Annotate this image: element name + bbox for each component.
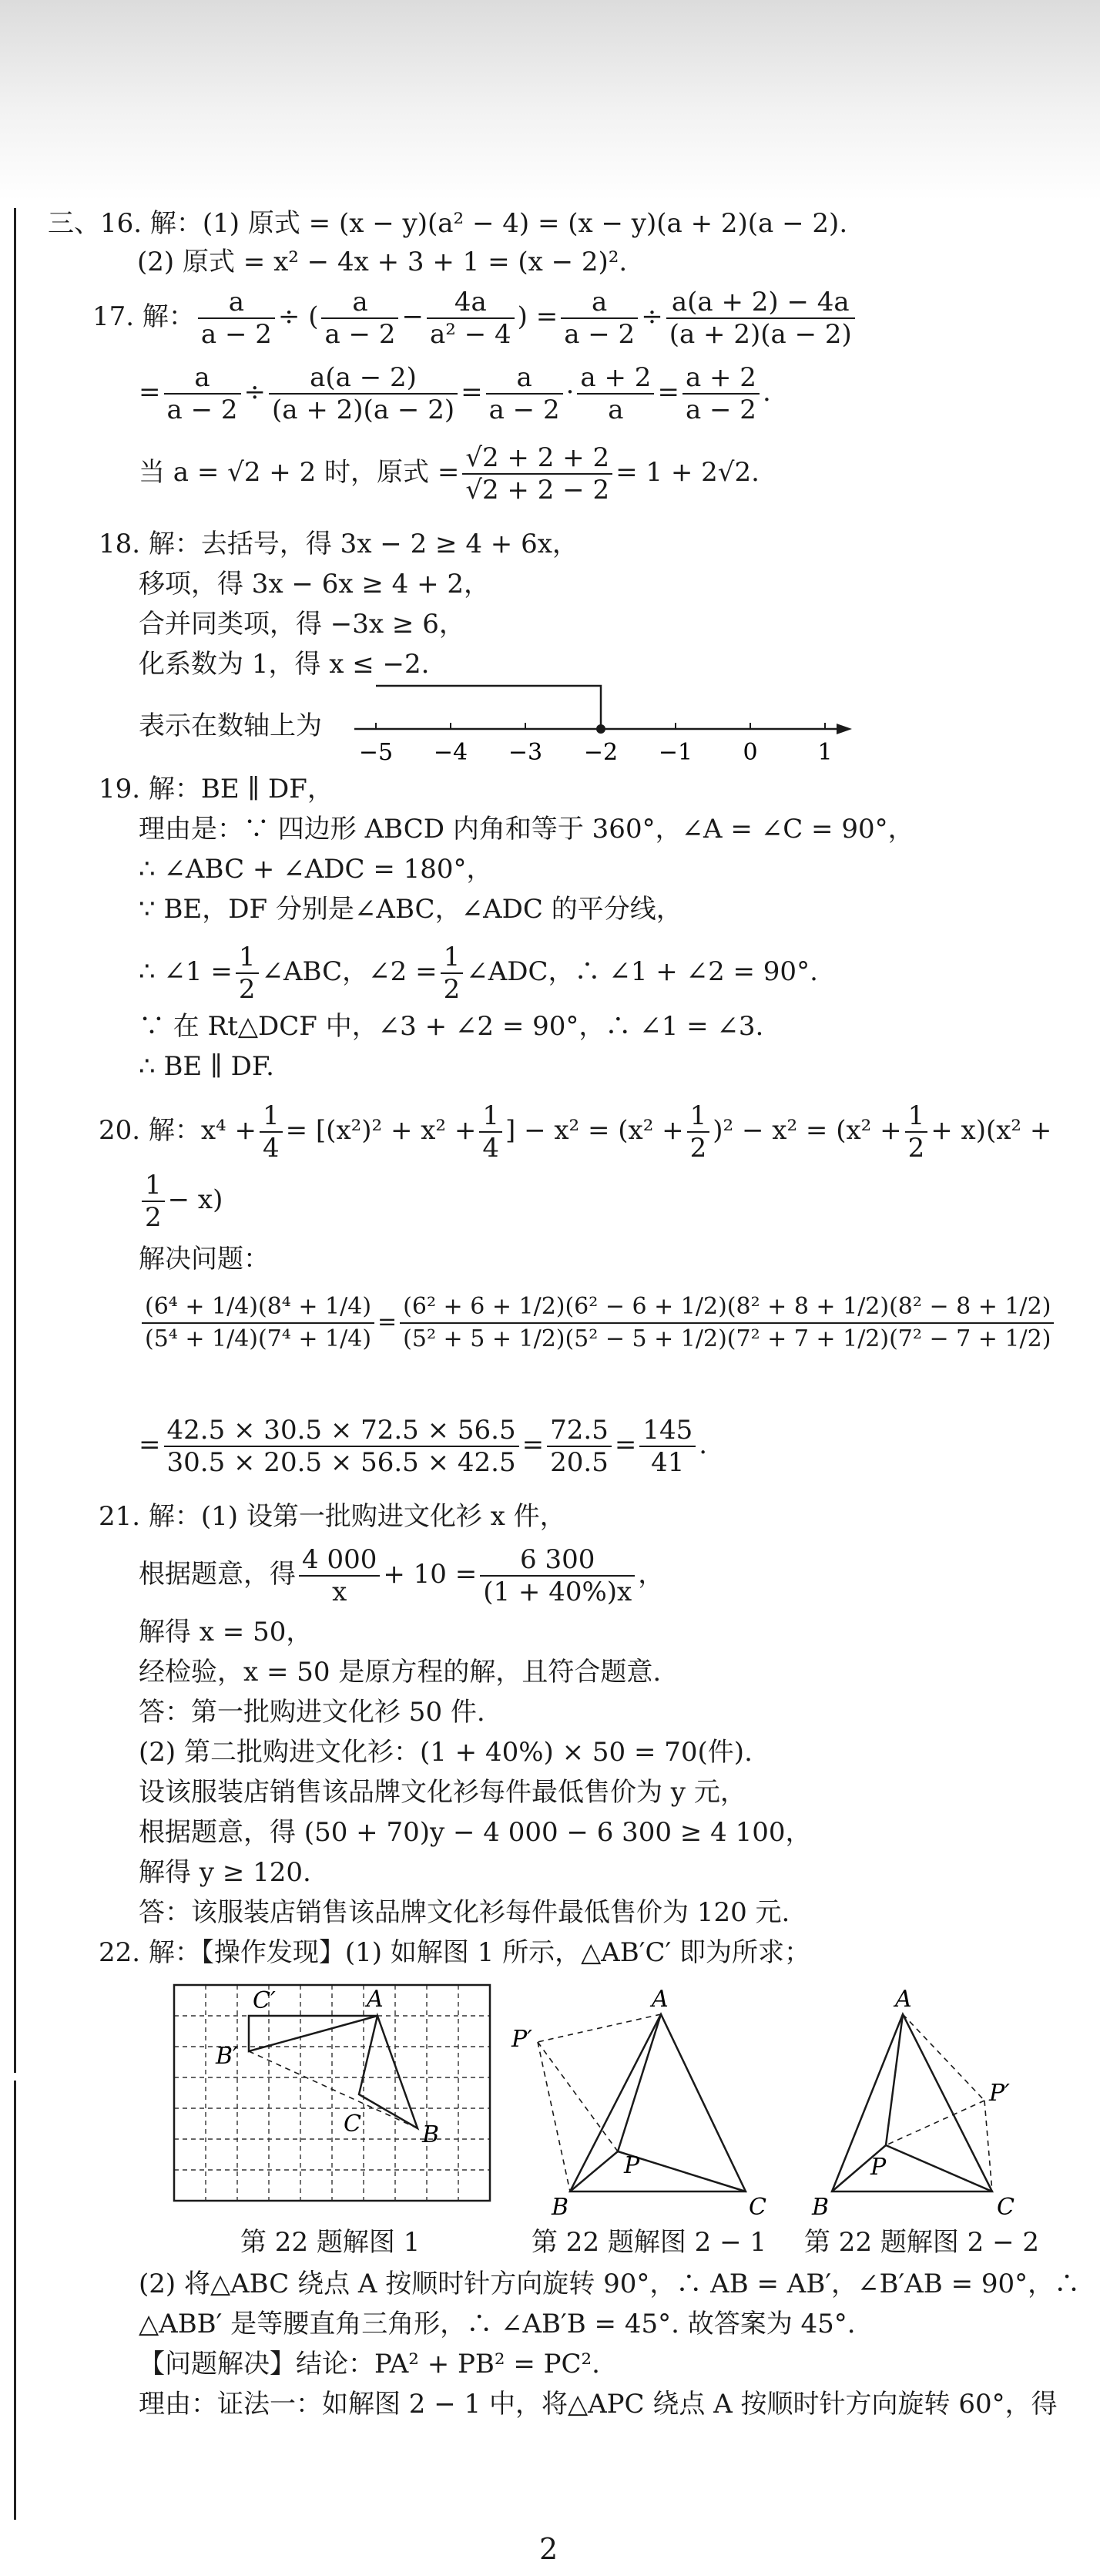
fraction — [666, 287, 855, 350]
denominator: 2 — [145, 1202, 162, 1233]
text: ∠ABC，∠2 = — [261, 956, 438, 987]
q21-line10: 答：该服装店销售该品牌文化衫每件最低售价为 120 元. — [139, 1897, 790, 1928]
numerator: a — [164, 362, 241, 395]
operator: ) = — [517, 301, 558, 332]
q16-line1: 三、16. 解：(1) 原式 = (x − y)(a² − 4) = (x − y)(a + 2)(a − 2). — [48, 208, 848, 239]
numerator: a + 2 — [682, 362, 760, 395]
fraction — [682, 362, 760, 425]
q20-line4 — [139, 1291, 1057, 1355]
tick-label: −5 — [358, 739, 394, 766]
label-A: A — [367, 1986, 384, 2013]
fraction — [164, 1415, 519, 1478]
figure-2-2-caption: 第 22 题解图 2 − 2 — [804, 2227, 1040, 2258]
numerator: a — [198, 287, 275, 319]
q19-line3: ∴ ∠ABC + ∠ADC = 180°， — [139, 854, 493, 885]
numerator: (6⁴ + 1/4)(8⁴ + 1/4) — [142, 1291, 374, 1324]
q18-line1: 18. 解：去括号，得 3x − 2 ≥ 4 + 6x， — [99, 529, 579, 559]
denominator: 2 — [907, 1133, 925, 1164]
q18-line5: 表示在数轴上为 — [139, 710, 322, 741]
grid-border — [174, 1985, 490, 2201]
text: ∴ ∠1 = — [139, 956, 233, 987]
denominator: 2 — [689, 1133, 707, 1164]
fraction — [639, 1415, 696, 1478]
fraction — [321, 287, 398, 350]
fraction — [427, 287, 515, 350]
tick-label: −3 — [508, 739, 543, 766]
solution-ray — [376, 686, 601, 729]
text: = [(x²)² + x² + — [285, 1115, 477, 1146]
q18-line2: 移项，得 3x − 6x ≥ 4 + 2， — [139, 569, 490, 599]
triangle-ABC — [832, 2014, 992, 2191]
figure-2-2 — [801, 1977, 1078, 2224]
tick-label: −2 — [583, 739, 619, 766]
q21-line3: 解得 x = 50， — [139, 1617, 313, 1647]
segment-AP-prime — [903, 2014, 984, 2101]
triangle-ABC — [359, 2016, 418, 2128]
numerator: 4 000 — [299, 1544, 380, 1577]
denominator: a² − 4 — [429, 319, 511, 350]
fraction — [905, 1100, 928, 1164]
q20-line5 — [139, 1415, 707, 1478]
operator: = — [377, 1308, 397, 1335]
q19-line1: 19. 解：BE ∥ DF， — [99, 774, 334, 804]
q21-line7: 设该服装店销售该品牌文化衫每件最低售价为 y 元， — [139, 1777, 746, 1808]
q22-line2: (2) 将△ABC 绕点 A 按顺时针方向旋转 90°，∴ AB = AB′，∠B′AB = 90°，∴ — [139, 2269, 1081, 2299]
segment-P-prime-B — [538, 2042, 570, 2191]
q19-line4: ∵ BE，DF 分别是∠ABC，∠ADC 的平分线， — [139, 894, 682, 925]
numerator: 72.5 — [547, 1415, 612, 1447]
q19-line6: ∵ 在 Rt△DCF 中，∠3 + ∠2 = 90°，∴ ∠1 = ∠3. — [139, 1011, 764, 1042]
segment-P-prime-P — [886, 2101, 984, 2145]
denominator: a − 2 — [564, 319, 636, 350]
fraction — [142, 1170, 165, 1233]
q21-line4: 经检验，x = 50 是原方程的解，且符合题意. — [139, 1657, 662, 1688]
operator: = — [614, 1429, 637, 1460]
label-C: C — [344, 2111, 361, 2138]
numerator: 1 — [236, 942, 259, 974]
figure-2-1 — [508, 1977, 786, 2224]
fraction — [400, 1291, 1054, 1355]
q17-line1 — [92, 287, 858, 350]
label-P: P — [624, 2152, 640, 2179]
text: 当 a = √2 + 2 时，原式 = — [139, 457, 460, 488]
text: )² − x² = (x² + — [713, 1115, 902, 1146]
operator: − — [401, 301, 424, 332]
denominator: 2 — [443, 974, 461, 1005]
denominator: (5⁴ + 1/4)(7⁴ + 1/4) — [145, 1325, 372, 1352]
fraction — [561, 287, 638, 350]
fraction — [142, 1291, 374, 1355]
fraction — [577, 362, 654, 425]
q16-line2: (2) 原式 = x² − 4x + 3 + 1 = (x − 2)². — [137, 247, 628, 277]
label-B-prime: B′ — [216, 2043, 238, 2070]
number-line-arrow — [837, 724, 852, 734]
numerator: a(a + 2) − 4a — [666, 287, 855, 319]
q22-line3: △ABB′ 是等腰直角三角形，∴ ∠AB′B = 45°. 故答案为 45°. — [139, 2309, 856, 2339]
q21-line2 — [139, 1544, 664, 1607]
fraction — [299, 1544, 380, 1607]
label-P: P — [870, 2154, 887, 2181]
operator: . — [699, 1429, 708, 1460]
q20-line3: 解决问题： — [139, 1244, 270, 1275]
fraction — [480, 1544, 635, 1607]
denominator: (1 + 40%)x — [483, 1577, 632, 1607]
operator: ÷ ( — [277, 301, 319, 332]
label-C-prime: C′ — [253, 1987, 276, 2014]
fraction — [236, 942, 259, 1005]
text: + x)(x² + — [931, 1115, 1052, 1146]
denominator: 4 — [262, 1133, 280, 1164]
text: ， — [638, 1559, 665, 1590]
q19-line7: ∴ BE ∥ DF. — [139, 1051, 274, 1082]
numerator: (6² + 6 + 1/2)(6² − 6 + 1/2)(8² + 8 + 1/2)(8² − 8 + 1/2) — [400, 1291, 1054, 1324]
grid-lines — [174, 1985, 490, 2201]
q21-line1: 21. 解：(1) 设第一批购进文化衫 x 件， — [99, 1501, 566, 1532]
q21-line6: (2) 第二批购进文化衫：(1 + 40%) × 50 = 70(件). — [139, 1737, 753, 1768]
segment-BB' — [249, 2051, 418, 2128]
operator: ÷ — [243, 377, 267, 408]
numerator: 1 — [441, 942, 464, 974]
q22-line5: 理由：证法一：如解图 2 − 1 中，将△APC 绕点 A 按顺时针方向旋转 60°，得 — [139, 2389, 1058, 2420]
figure-1-caption: 第 22 题解图 1 — [240, 2227, 421, 2258]
segment-AP-prime — [538, 2014, 661, 2042]
q21-line8: 根据题意，得 (50 + 70)y − 4 000 − 6 300 ≥ 4 100， — [139, 1817, 812, 1848]
denominator: a — [608, 395, 624, 425]
page-top-shadow — [0, 0, 1100, 200]
q17-line3 — [139, 442, 760, 505]
q20-line2 — [139, 1170, 223, 1233]
label-P-prime: P′ — [989, 2080, 1010, 2107]
text: 20. 解：x⁴ + — [99, 1115, 257, 1146]
denominator: √2 + 2 − 2 — [465, 475, 610, 505]
numerator: a — [321, 287, 398, 319]
denominator: x — [332, 1577, 347, 1607]
denominator: (a + 2)(a − 2) — [669, 319, 852, 350]
operator: = — [139, 377, 161, 408]
left-margin-rule — [14, 208, 16, 2073]
text: = 1 + 2√2. — [615, 457, 760, 488]
fraction — [164, 362, 241, 425]
text: ] − x² = (x² + — [505, 1115, 684, 1146]
figure-2-1-caption: 第 22 题解图 2 − 1 — [532, 2227, 767, 2258]
fraction — [260, 1100, 283, 1164]
segment-CP — [886, 2145, 992, 2191]
operator: ÷ — [641, 301, 663, 332]
denominator: 30.5 × 20.5 × 56.5 × 42.5 — [166, 1447, 516, 1478]
fraction — [479, 1100, 502, 1164]
page-number: 2 — [539, 2532, 558, 2566]
left-margin-rule-lower — [14, 2081, 16, 2520]
q17-line2 — [139, 362, 771, 425]
denominator: a − 2 — [685, 395, 756, 425]
q22-line1: 22. 解：【操作发现】(1) 如解图 1 所示，△AB′C′ 即为所求； — [99, 1937, 811, 1968]
label-B: B — [422, 2121, 440, 2148]
numerator: 1 — [687, 1100, 710, 1133]
segment-AP — [618, 2014, 661, 2151]
text: 根据题意，得 — [139, 1559, 296, 1590]
operator: = — [461, 377, 483, 408]
fraction — [687, 1100, 710, 1164]
numerator: √2 + 2 + 2 — [462, 442, 612, 475]
figure-1-grid — [166, 1977, 498, 2224]
label-A: A — [652, 1986, 669, 2013]
denominator: (a + 2)(a − 2) — [272, 395, 455, 425]
fraction — [547, 1415, 612, 1478]
triangle-AB'C' — [249, 2016, 377, 2051]
q21-line5: 答：第一批购进文化衫 50 件. — [139, 1697, 485, 1728]
tick-label: −4 — [433, 739, 468, 766]
numerator: 4a — [427, 287, 515, 319]
text: ∠ADC，∴ ∠1 + ∠2 = 90°. — [466, 956, 818, 987]
label-B: B — [552, 2194, 569, 2221]
q19-line2: 理由是：∵ 四边形 ABCD 内角和等于 360°，∠A = ∠C = 90°， — [139, 814, 914, 845]
label-C: C — [749, 2194, 766, 2221]
numerator: 1 — [479, 1100, 502, 1133]
operator: . — [762, 377, 771, 408]
operator: = — [657, 377, 679, 408]
denominator: 4 — [482, 1133, 499, 1164]
denominator: a − 2 — [324, 319, 396, 350]
numerator: 1 — [905, 1100, 928, 1133]
numerator: a + 2 — [577, 362, 654, 395]
fraction — [269, 362, 458, 425]
operator: = — [139, 1429, 161, 1460]
tick-label: 0 — [743, 739, 758, 766]
denominator: 2 — [238, 974, 256, 1005]
denominator: a − 2 — [488, 395, 560, 425]
q19-line5 — [139, 942, 818, 1005]
q18-line3: 合并同类项，得 −3x ≥ 6， — [139, 609, 465, 640]
segment-BP — [570, 2151, 618, 2191]
label-C: C — [997, 2194, 1014, 2221]
numerator: 145 — [639, 1415, 696, 1447]
numerator: 42.5 × 30.5 × 72.5 × 56.5 — [164, 1415, 519, 1447]
q22-line4: 【问题解决】结论：PA² + PB² = PC². — [139, 2349, 600, 2380]
operator: = — [521, 1429, 545, 1460]
q17-label: 17. 解： — [92, 301, 195, 332]
label-B: B — [812, 2194, 830, 2221]
fraction — [441, 942, 464, 1005]
number-line — [331, 678, 870, 771]
numerator: 1 — [142, 1170, 165, 1202]
operator: · — [565, 377, 575, 408]
fraction — [198, 287, 275, 350]
fraction — [486, 362, 563, 425]
text: + 10 = — [383, 1559, 478, 1590]
q20-line1 — [99, 1100, 1051, 1164]
numerator: a — [486, 362, 563, 395]
fraction — [462, 442, 612, 505]
denominator: a − 2 — [200, 319, 272, 350]
numerator: a(a − 2) — [269, 362, 458, 395]
numerator: 1 — [260, 1100, 283, 1133]
tick-label: 1 — [817, 739, 833, 766]
label-A: A — [895, 1986, 912, 2013]
q21-line9: 解得 y ≥ 120. — [139, 1857, 311, 1888]
denominator: (5² + 5 + 1/2)(5² − 5 + 1/2)(7² + 7 + 1/2)(7² − 7 + 1/2) — [403, 1325, 1051, 1352]
label-P-prime: P′ — [511, 2026, 532, 2053]
denominator: 20.5 — [550, 1447, 609, 1478]
q18-line4: 化系数为 1，得 x ≤ −2. — [139, 649, 430, 680]
numerator: 6 300 — [480, 1544, 635, 1577]
text: − x) — [167, 1184, 223, 1215]
numerator: a — [561, 287, 638, 319]
denominator: a − 2 — [166, 395, 238, 425]
segment-P-prime-P — [538, 2042, 618, 2151]
denominator: 41 — [651, 1447, 685, 1478]
tick-label: −1 — [658, 739, 693, 766]
